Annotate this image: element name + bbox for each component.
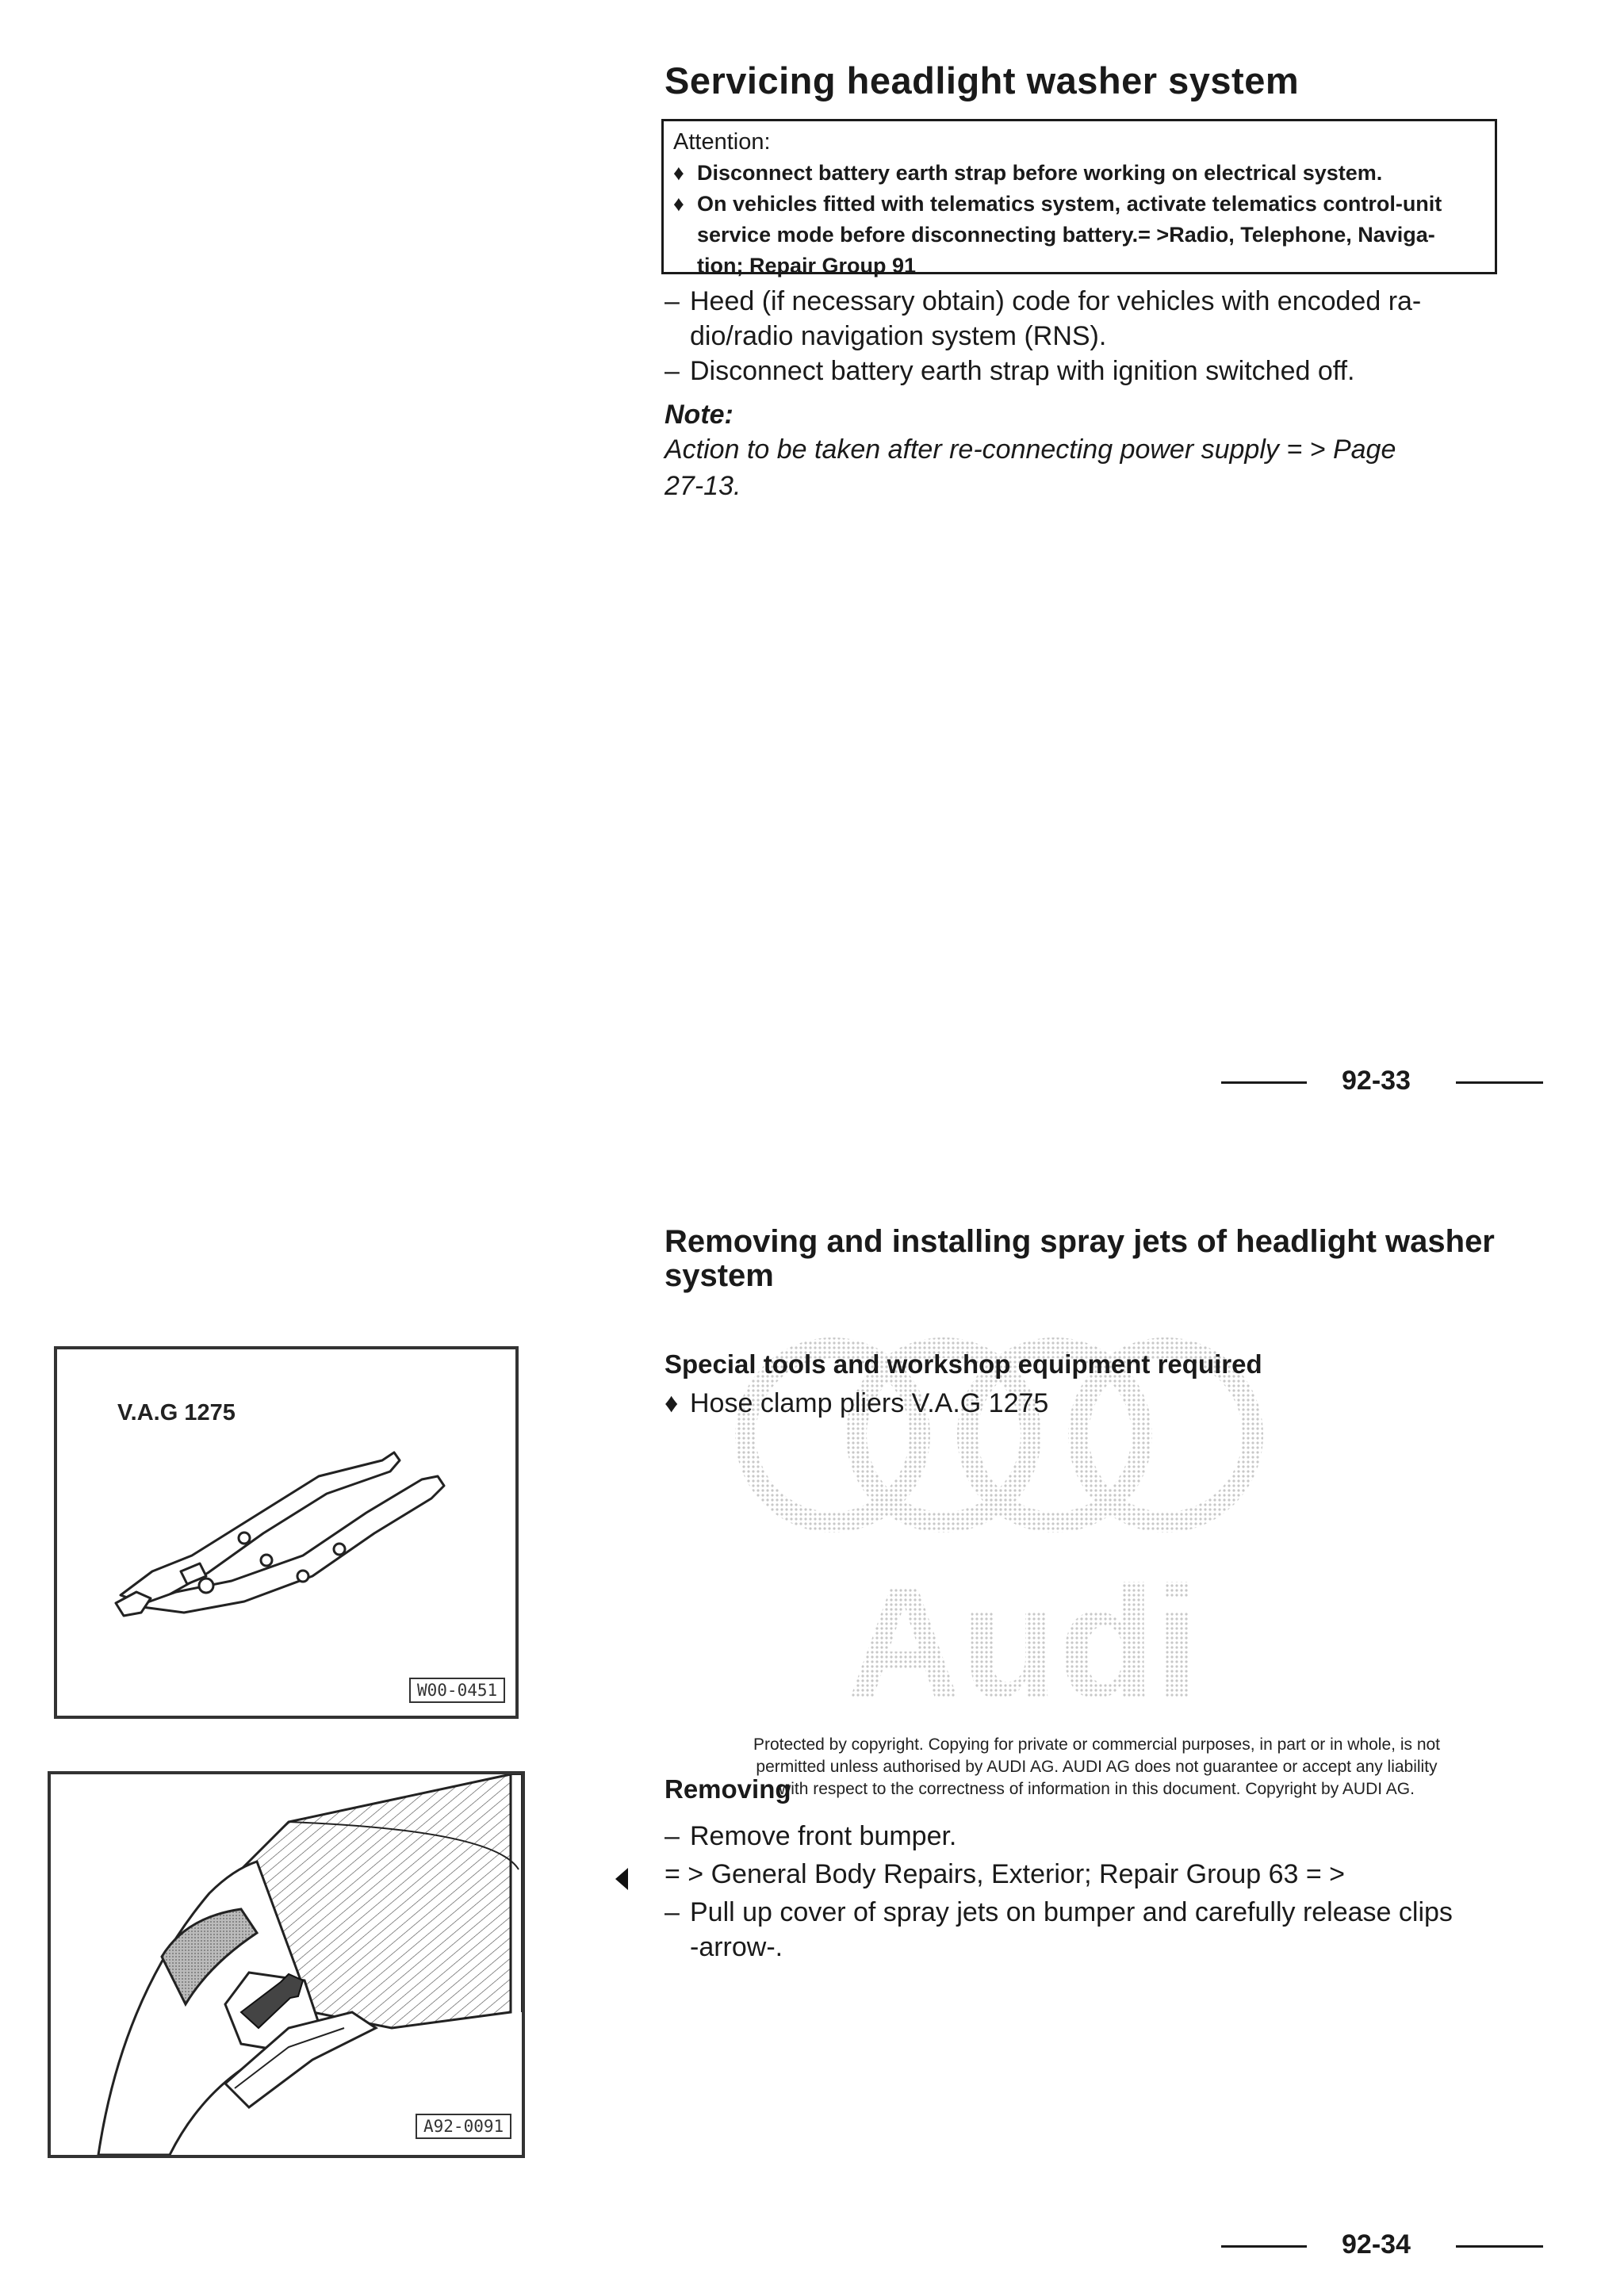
figure-hose-clamp-pliers <box>54 1346 519 1719</box>
page-number-rule-left <box>1221 1081 1307 1084</box>
removing-step-3-line-2: -arrow-. <box>690 1932 783 1962</box>
page-number: 92-34 <box>1342 2229 1411 2260</box>
step-1-line-2: dio/radio navigation system (RNS). <box>690 321 1107 351</box>
copyright-notice <box>688 1734 1505 1800</box>
section-title <box>665 1225 1513 1293</box>
removing-heading: Removing <box>665 1774 791 1804</box>
attention-bullet-1 <box>673 158 1485 189</box>
note-line-1: Action to be taken after re-connecting power supply = > Page <box>665 434 1396 465</box>
attention-bullet-2-line-3: tion; Repair Group 91 <box>697 254 917 277</box>
attention-bullet-2-line-2: service mode before disconnecting battery.= >Radio, Telephone, Naviga- <box>697 223 1435 247</box>
diamond-bullet-icon: ♦ <box>673 161 684 185</box>
step-1-line-1: Heed (if necessary obtain) code for vehicles with encoded ra- <box>690 286 1422 316</box>
page-number-rule-left <box>1221 2245 1307 2248</box>
figure-pointer-icon <box>615 1868 628 1890</box>
step-1 <box>665 284 1497 354</box>
tool-item <box>665 1386 1497 1421</box>
section-title-line-1: Removing and installing spray jets of headlight washer <box>665 1224 1495 1259</box>
figure-tag: W00-0451 <box>409 1678 505 1703</box>
attention-bullet-2 <box>673 189 1485 281</box>
page-number-rule-right <box>1456 2245 1543 2248</box>
figure-tag: A92-0091 <box>416 2114 511 2139</box>
attention-box <box>661 119 1497 277</box>
diamond-bullet-icon: ♦ <box>673 192 684 216</box>
special-tools-heading: Special tools and workshop equipment required <box>665 1349 1262 1379</box>
copyright-line-2: permitted unless authorised by AUDI AG. AUDI AG does not guarantee or accept any liability <box>756 1758 1438 1776</box>
section-title-line-2: system <box>665 1258 774 1293</box>
step-dash: – <box>665 356 680 386</box>
pliers-icon <box>105 1437 501 1627</box>
removing-step-2 <box>665 1857 1497 1892</box>
removing-step-3-line-1: Pull up cover of spray jets on bumper and carefully release clips <box>690 1897 1453 1927</box>
attention-heading: Attention: <box>673 129 771 155</box>
tool-item-text: Hose clamp pliers V.A.G 1275 <box>690 1388 1049 1418</box>
page-title: Servicing headlight washer system <box>665 59 1300 101</box>
step-2-text: Disconnect battery earth strap with ignition switched off. <box>690 356 1355 386</box>
note-text <box>665 431 1489 504</box>
bumper-illustration <box>51 1774 522 2155</box>
figure-tool-label: V.A.G 1275 <box>117 1400 236 1425</box>
note-page-link[interactable]: 27-13. <box>665 471 741 501</box>
figure-spray-jet-cover <box>48 1771 525 2158</box>
copyright-line-3: with respect to the correctness of information in this document. Copyright by AUDI AG. <box>779 1780 1415 1798</box>
page-number-rule-right <box>1456 1081 1543 1084</box>
repair-group-reference[interactable]: = > General Body Repairs, Exterior; Repair Group 63 = > <box>665 1859 1346 1889</box>
step-dash: – <box>665 1897 680 1927</box>
step-dash: – <box>665 286 680 316</box>
attention-bullet-1-line-1: Disconnect battery earth strap before working on electrical system. <box>697 161 1383 185</box>
diamond-bullet-icon: ♦ <box>665 1388 679 1418</box>
watermark-brand-text: Audi <box>846 1554 1200 1728</box>
step-dash: – <box>665 1821 680 1851</box>
page-number: 92-33 <box>1342 1066 1411 1096</box>
step-2 <box>665 354 1497 388</box>
copyright-line-1: Protected by copyright. Copying for private or commercial purposes, in part or in whole, is not <box>753 1735 1441 1754</box>
removing-step-1-text: Remove front bumper. <box>690 1821 957 1851</box>
attention-bullet-2-line-1: On vehicles fitted with telematics system, activate telematics control-unit <box>697 192 1442 216</box>
note-label: Note: <box>665 400 733 430</box>
removing-step-1 <box>665 1819 1497 1854</box>
removing-step-3 <box>665 1895 1497 1965</box>
